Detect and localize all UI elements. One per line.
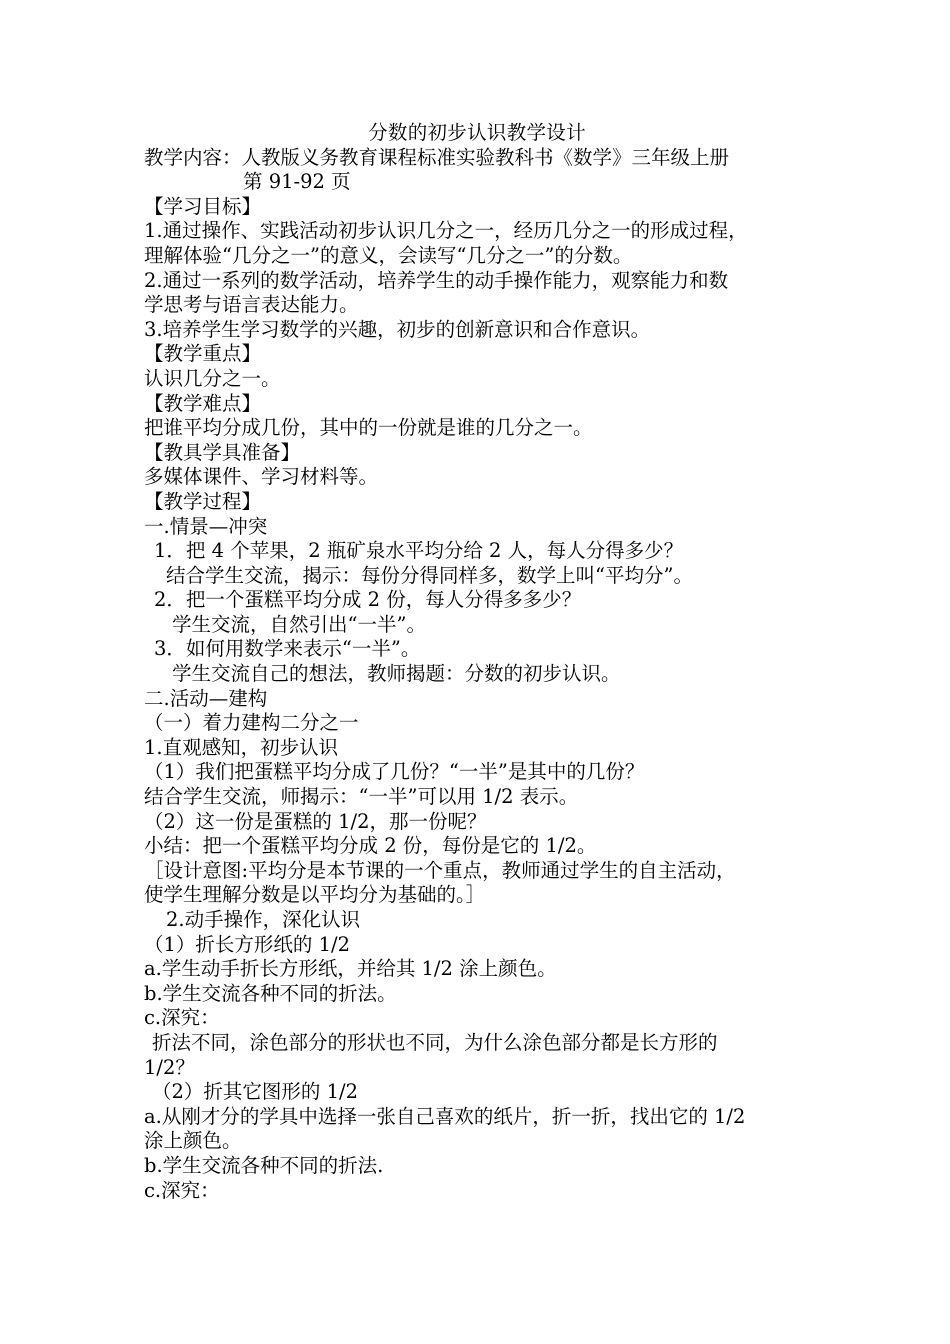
section-heading-difficulty: 【教学难点】: [144, 391, 262, 415]
paragraph-line: 把谁平均分成几份，其中的一份就是谁的几分之一。: [144, 416, 593, 440]
paragraph-line: a.从刚才分的学具中选择一张自己喜欢的纸片，折一折，找出它的 1/2: [144, 1104, 746, 1128]
paragraph-line: 认识几分之一。: [144, 366, 281, 390]
paragraph-line: 结合学生交流，师揭示：“一半”可以用 1/2 表示。: [144, 785, 579, 809]
section-heading-process: 【教学过程】: [144, 489, 262, 513]
paragraph-line: 2.通过一系列的数学活动，培养学生的动手操作能力，观察能力和数: [144, 268, 729, 292]
paragraph-line: 小结：把一个蛋糕平均分成 2 份，每份是它的 1/2。: [144, 834, 597, 858]
paragraph-line: 结合学生交流，揭示：每份分得同样多，数学上叫“平均分”。: [166, 563, 693, 587]
section-heading-goals: 【学习目标】: [144, 194, 262, 218]
paragraph-line: （2）折其它图形的 1/2: [152, 1080, 358, 1104]
paragraph-line: 2．把一个蛋糕平均分成 2 份，每人分得多多少？: [154, 588, 582, 612]
paragraph-line: 二.活动—建构: [144, 686, 268, 710]
paragraph-line: 多媒体课件、学习材料等。: [144, 465, 379, 489]
paragraph-line: 2.动手操作，深化认识: [166, 908, 361, 931]
paragraph-line: 一.情景—冲突: [144, 514, 268, 538]
content-line: 第 91-92 页: [243, 170, 351, 194]
paragraph-line: 涂上颜色。: [144, 1129, 242, 1153]
paragraph-line: 使学生理解分数是以平均分为基础的。］: [144, 883, 486, 907]
paragraph-line: （1）折长方形纸的 1/2: [144, 932, 350, 956]
paragraph-line: 1.通过操作、实践活动初步认识几分之一，经历几分之一的形成过程，: [144, 219, 748, 243]
paragraph-line: 学思考与语言表达能力。: [144, 293, 359, 317]
paragraph-line: 学生交流，自然引出“一半”。: [172, 612, 426, 636]
section-heading-tools: 【教具学具准备】: [144, 440, 301, 464]
paragraph-line: c.深究：: [144, 1006, 220, 1030]
paragraph-line: （一）着力建构二分之一: [144, 711, 359, 735]
paragraph-line: 3．如何用数学来表示“一半”。: [154, 637, 421, 661]
paragraph-line: ［设计意图:平均分是本节课的一个重点，教师通过学生的自主活动，: [144, 858, 736, 882]
paragraph-line: b.学生交流各种不同的折法.: [144, 1153, 384, 1177]
paragraph-line: b.学生交流各种不同的折法。: [144, 981, 397, 1005]
paragraph-line: 1.直观感知，初步认识: [144, 735, 339, 759]
paragraph-line: 学生交流自己的想法，教师揭题：分数的初步认识。: [172, 662, 621, 686]
document-title: 分数的初步认识教学设计: [368, 121, 586, 144]
paragraph-line: a.学生动手折长方形纸，并给其 1/2 涂上颜色。: [144, 957, 557, 981]
paragraph-line: （2）这一份是蛋糕的 1/2，那一份呢？: [144, 809, 487, 833]
paragraph-line: 理解体验“几分之一”的意义，会读写“几分之一”的分数。: [144, 243, 633, 267]
paragraph-line: 折法不同，涂色部分的形状也不同，为什么涂色部分都是长方形的: [152, 1030, 718, 1054]
paragraph-line: （1）我们把蛋糕平均分成了几份？“一半”是其中的几份？: [144, 760, 645, 784]
paragraph-line: 1/2？: [144, 1055, 195, 1079]
document-page: [144, 121, 810, 1203]
paragraph-line: 3.培养学生学习数学的兴趣，初步的创新意识和合作意识。: [144, 317, 651, 341]
paragraph-line: c.深究：: [144, 1178, 220, 1202]
section-heading-key-point: 【教学重点】: [144, 342, 262, 366]
content-line: 教学内容：人教版义务教育课程标准实验教科书《数学》三年级上册: [144, 145, 730, 169]
paragraph-line: 1．把 4 个苹果，2 瓶矿泉水平均分给 2 人，每人分得多少？: [154, 539, 684, 563]
